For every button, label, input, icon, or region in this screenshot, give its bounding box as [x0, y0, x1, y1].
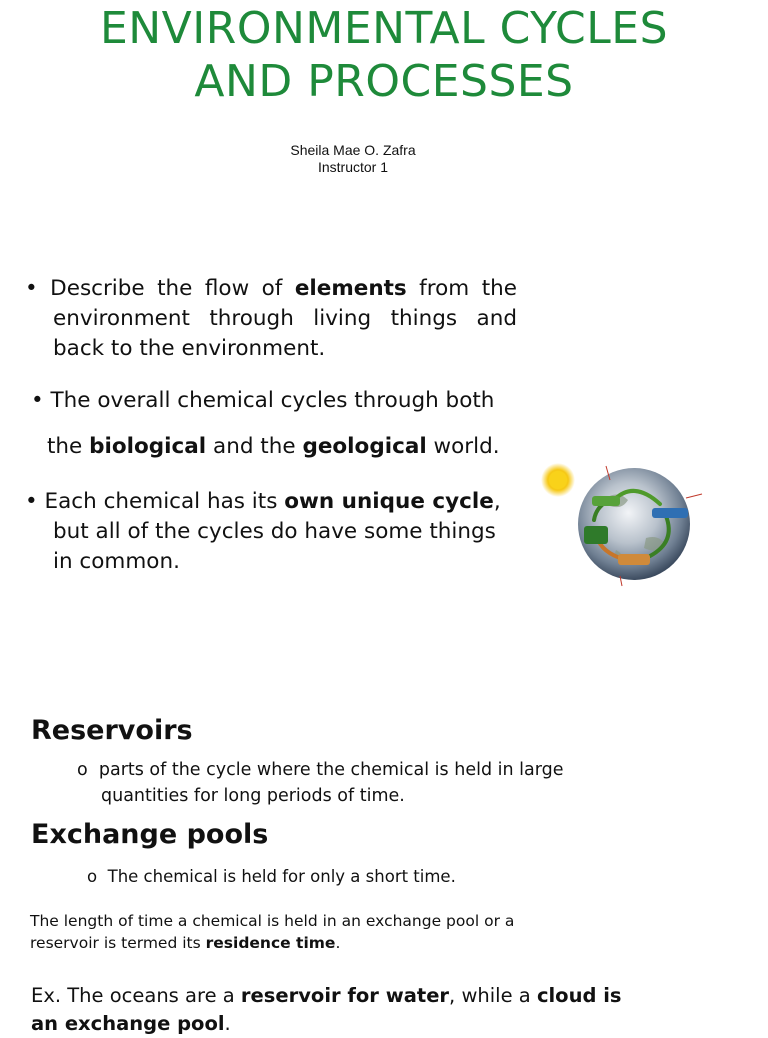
bullet-2-line-2 [31, 432, 531, 462]
bullet-2-post: world. [426, 434, 500, 459]
sun-icon [541, 463, 575, 497]
bullet-2-text-1: The overall chemical cycles through both [50, 388, 495, 413]
title-line-2: AND PROCESSES [194, 56, 574, 107]
title-line-1: ENVIRONMENTAL CYCLES [99, 3, 669, 54]
bullet-1-post: from the environment through living things and back to the environment. [53, 276, 517, 361]
bullet-marker: • [31, 388, 51, 413]
bullet-2-pre: the [47, 434, 90, 459]
bullet-2-bold-2: geological [302, 434, 427, 459]
author-name: Sheila Mae O. Zafra [290, 142, 416, 158]
bullet-2-mid: and the [206, 434, 303, 459]
bullet-3-post: , but all of the cycles do have some things in common. [53, 489, 501, 574]
author-role: Instructor 1 [317, 159, 389, 175]
reservoirs-text-1: parts of the cycle where the chemical is held in large [98, 760, 564, 780]
bullet-1 [25, 274, 517, 364]
reservoirs-item [77, 757, 637, 809]
exchange-pools-text: The chemical is held for only a short time. [107, 867, 456, 886]
residence-time-paragraph [30, 910, 670, 954]
bullet-marker: o [77, 760, 88, 780]
residence-line-2 [30, 932, 670, 954]
slide-title [0, 2, 768, 108]
example-post: . [224, 1012, 231, 1035]
example-paragraph [31, 982, 651, 1038]
bullet-3 [25, 487, 519, 577]
exchange-pools-heading: Exchange pools [31, 819, 269, 850]
bullet-marker: • [25, 276, 51, 301]
cycle-diagram-image [536, 458, 712, 590]
bullet-3-pre: Each chemical has its [44, 489, 285, 514]
bullet-3-bold: own unique cycle [284, 489, 494, 514]
reservoirs-heading: Reservoirs [31, 715, 193, 746]
residence-line-1: The length of time a chemical is held in an exchange pool or a [30, 912, 515, 930]
example-bold-2: cloud is an exchange pool [31, 984, 622, 1035]
bullet-1-pre: Describe the flow of [50, 276, 295, 301]
residence-post: . [335, 934, 341, 952]
bullet-marker: • [25, 489, 45, 514]
bullet-2 [31, 386, 531, 462]
residence-pre: reservoir is termed its [30, 934, 206, 952]
exchange-pools-item [87, 864, 647, 890]
reservoirs-line-1 [77, 757, 637, 783]
author-block [0, 142, 706, 176]
bullet-2-bold-1: biological [89, 434, 207, 459]
example-mid: , while a [449, 984, 537, 1007]
reservoirs-line-2: quantities for long periods of time. [101, 786, 405, 806]
example-bold-1: reservoir for water [240, 984, 450, 1007]
bullet-2-line-1 [31, 386, 531, 416]
bullet-1-bold: elements [294, 276, 407, 301]
example-pre: Ex. The oceans are a [31, 984, 241, 1007]
bullet-marker: o [87, 867, 98, 886]
residence-bold: residence time [205, 934, 336, 952]
